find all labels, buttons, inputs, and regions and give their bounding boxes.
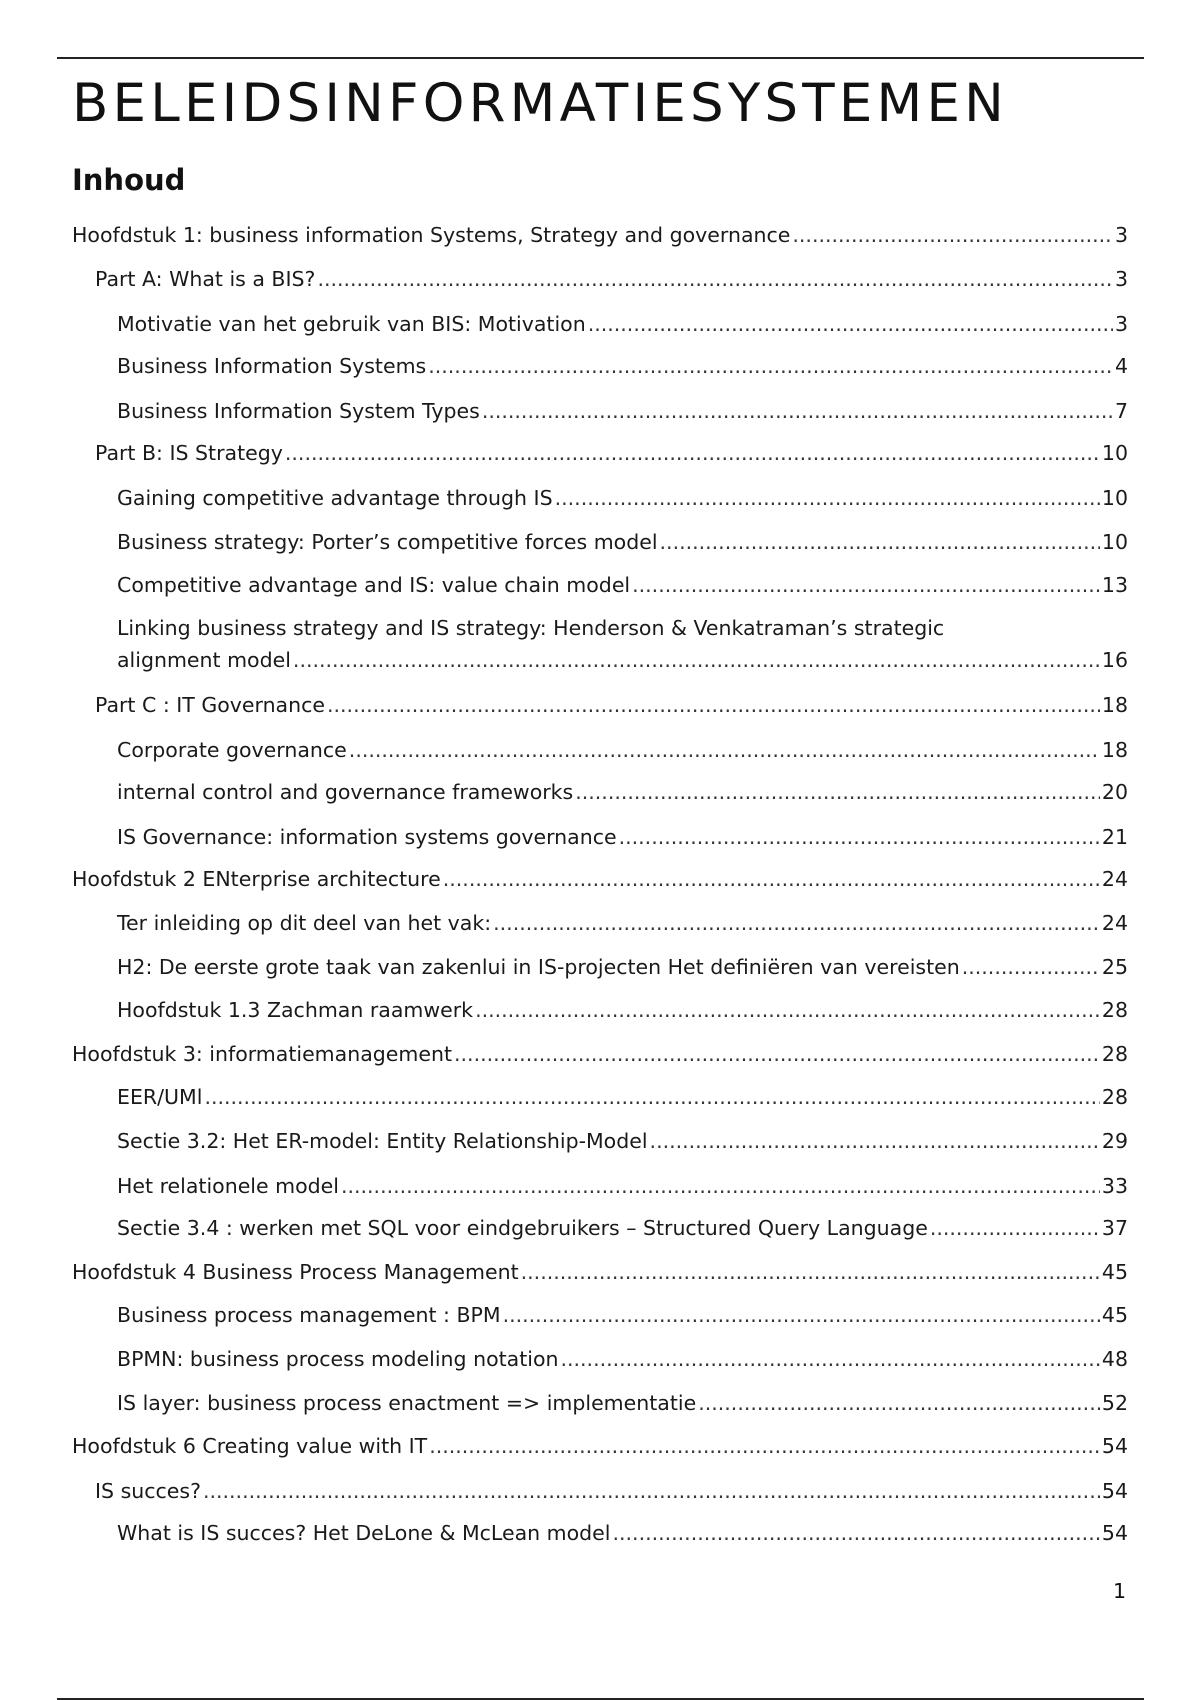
toc-entry-hoofdstuk-6[interactable]: Hoofdstuk 6 Creating value with IT ..... 54 xyxy=(72,1430,1128,1462)
toc-entry-competitive-advantage[interactable]: Gaining competitive advantage through IS ..... 10 xyxy=(117,482,1128,514)
toc-entry-eer-uml[interactable]: EER/UMl ..... 28 xyxy=(117,1081,1128,1113)
toc-entry-hoofdstuk-4[interactable]: Hoofdstuk 4 Business Process Management ..... 45 xyxy=(72,1256,1128,1288)
document-title: BELEIDSINFORMATIESYSTEMEN xyxy=(72,73,1008,134)
toc-entry-hoofdstuk-3[interactable]: Hoofdstuk 3: informatiemanagement ..... 28 xyxy=(72,1038,1128,1070)
toc-entry-is-governance[interactable]: IS Governance: information systems governance ..... 21 xyxy=(117,821,1128,853)
toc-entry-ter-inleiding[interactable]: Ter inleiding op dit deel van het vak: ..... 24 xyxy=(117,907,1128,939)
toc-entry-hoofdstuk-2[interactable]: Hoofdstuk 2 ENterprise architecture ..... 24 xyxy=(72,863,1128,895)
toc-entry-hoofdstuk-1[interactable]: Hoofdstuk 1: business information Systems, Strategy and governance ..... 3 xyxy=(72,219,1128,251)
toc-entry-part-c[interactable]: Part C : IT Governance ..... 18 xyxy=(95,689,1128,721)
toc-entry-strategic-alignment[interactable]: Linking business strategy and IS strategy: Henderson & Venkatraman’s strategic alignment model ..... 16 xyxy=(117,612,1128,676)
toc-entry-value-chain[interactable]: Competitive advantage and IS: value chain model ..... 13 xyxy=(117,569,1128,601)
toc-entry-porter[interactable]: Business strategy: Porter’s competitive forces model ..... 10 xyxy=(117,526,1128,558)
toc-entry-corporate-governance[interactable]: Corporate governance ..... 18 xyxy=(117,734,1128,766)
toc-entry-sql[interactable]: Sectie 3.4 : werken met SQL voor eindgebruikers – Structured Query Language ..... 37 xyxy=(117,1212,1128,1244)
toc-entry-part-b[interactable]: Part B: IS Strategy ..... 10 xyxy=(95,437,1128,469)
top-rule xyxy=(57,57,1144,59)
toc-entry-bpm[interactable]: Business process management : BPM ..... 45 xyxy=(117,1299,1128,1331)
toc-entry-part-a[interactable]: Part A: What is a BIS? ..... 3 xyxy=(95,263,1128,295)
page-number: 1 xyxy=(1112,1579,1126,1603)
toc-entry-motivatie[interactable]: Motivatie van het gebruik van BIS: Motivation ..... 3 xyxy=(117,308,1128,340)
toc-entry-zachman[interactable]: Hoofdstuk 1.3 Zachman raamwerk ..... 28 xyxy=(117,994,1128,1026)
toc-entry-is-succes[interactable]: IS succes? ..... 54 xyxy=(95,1475,1128,1507)
toc-entry-internal-control[interactable]: internal control and governance frameworks ..... 20 xyxy=(117,776,1128,808)
toc-entry-relationele-model[interactable]: Het relationele model ..... 33 xyxy=(117,1170,1128,1202)
toc-entry-business-information-systems[interactable]: Business Information Systems ..... 4 xyxy=(117,350,1128,382)
toc-entry-vereisten[interactable]: H2: De eerste grote taak van zakenlui in IS-projecten Het definiëren van vereisten ..... 25 xyxy=(117,951,1128,983)
toc-entry-bis-types[interactable]: Business Information System Types ..... 7 xyxy=(117,395,1128,427)
toc-entry-bpmn[interactable]: BPMN: business process modeling notation ..... 48 xyxy=(117,1343,1128,1375)
toc-entry-delone-mclean[interactable]: What is IS succes? Het DeLone & McLean model ..... 54 xyxy=(117,1517,1128,1549)
toc-entry-er-model[interactable]: Sectie 3.2: Het ER-model: Entity Relationship-Model ..... 29 xyxy=(117,1125,1128,1157)
toc-entry-is-layer[interactable]: IS layer: business process enactment => implementatie ..... 52 xyxy=(117,1387,1128,1419)
toc-heading: Inhoud xyxy=(72,163,186,197)
